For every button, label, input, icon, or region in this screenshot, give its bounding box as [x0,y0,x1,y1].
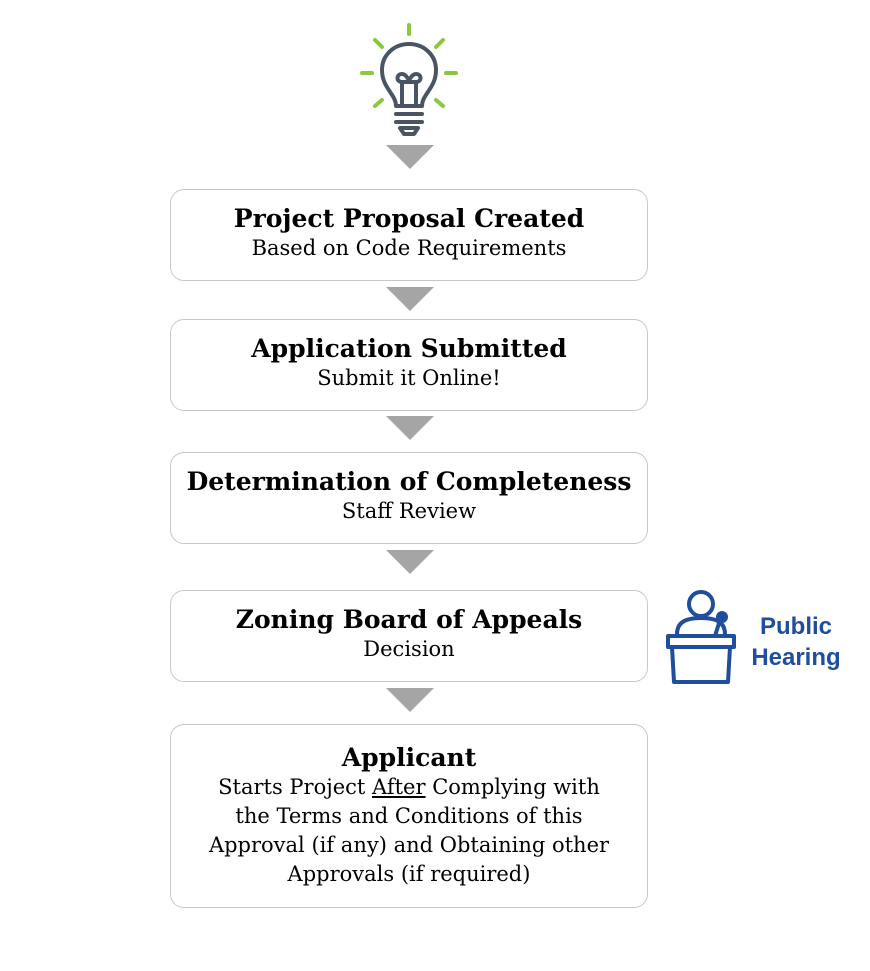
step-subtitle: Based on Code Requirements [251,236,567,260]
flow-arrow [386,416,434,440]
step-title: Determination of Completeness [186,467,632,496]
step-subtitle-line1 [171,773,647,802]
step-title: Application Submitted [251,334,567,363]
public-hearing-line1: Public [759,613,832,640]
subtitle-text: Complying with [425,775,600,799]
step-zoning-board [170,590,648,682]
lightbulb-icon [358,22,462,140]
step-subtitle: Staff Review [341,499,477,523]
step-application-submitted [170,319,648,411]
flow-arrow [386,145,434,169]
step-project-proposal [170,189,648,281]
step-title: Applicant [341,743,477,772]
step-subtitle-line2: the Terms and Conditions of this [235,804,583,828]
flow-arrow [386,688,434,712]
flow-arrow [386,287,434,311]
step-title: Project Proposal Created [233,204,585,233]
step-title: Zoning Board of Appeals [235,605,583,634]
step-applicant [170,724,648,908]
subtitle-text: Starts Project [218,775,373,799]
public-hearing-label [742,611,850,673]
step-determination-completeness [170,452,648,544]
podium-speaker-icon [664,588,738,686]
flow-arrow [386,550,434,574]
step-subtitle: Decision [363,637,455,661]
step-subtitle-line3: Approval (if any) and Obtaining other [208,833,610,857]
step-subtitle: Submit it Online! [317,366,501,390]
step-subtitle-line4: Approvals (if required) [287,862,531,886]
public-hearing-line2: Hearing [751,644,841,671]
subtitle-emphasis: After [372,775,426,799]
